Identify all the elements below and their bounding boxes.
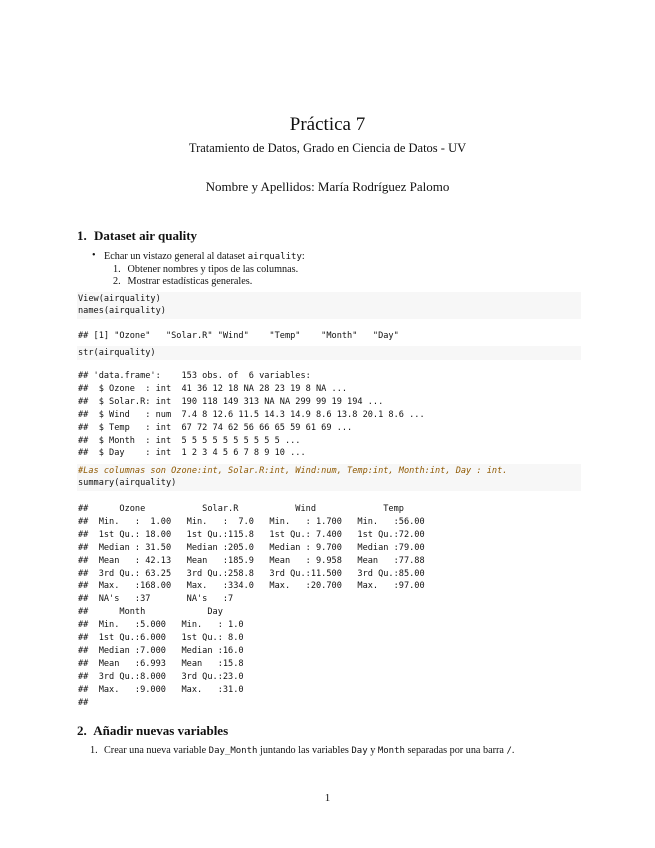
- output-str: ## 'data.frame': 153 obs. of 6 variables: ## $ Ozone : int 41 36 12 18 NA 28 23 19 8 NA ... ## $ Solar.R: int 190 118 149 313 NA NA 299 99 19 194 ... ## $ Wind : num 7.4 8 12.6 11.5 14.3 14.9 8.6 13.8 20.1 8.6 ... ## $ Temp : int 67 72 74 62 56 66 65 59 61 69 ... ## $ Month : int 5 5 5 5 5 5 5 5 5 5 ... ## $ Day : int 1 2 3 4 5 6 7 8 9 10 ...: [78, 371, 425, 459]
- sublist-item-text: Obtener nombres y tipos de las columnas.: [127, 263, 299, 275]
- code-block-view-names: View(airquality) names(airquality): [77, 292, 581, 319]
- sublist-item-text: Mostrar estadísticas generales.: [127, 276, 253, 287]
- section-1-bullet-list: [92, 251, 305, 289]
- item-text: y: [367, 745, 378, 756]
- section-2-title: Añadir nuevas variables: [93, 723, 229, 738]
- bullet-item: [92, 251, 305, 264]
- inline-code-slash: /: [506, 746, 512, 756]
- output-summary: ## Ozone Solar.R Wind Temp ## Min. : 1.00 Min. : 7.0 Min. : 1.700 Min. :56.00 ## 1st Qu.: 18.00 1st Qu.:115.8 1st Qu.: 7.400 1st Qu.:72.00 ## Median : 31.50 Median :205.0 Median : 9.700 Median :79.00 ## Mean : 42.13 Mean :185.9 Mean : 9.958 Mean :77.88 ## 3rd Qu.: 63.25 3rd Qu.:258.8 3rd Qu.:11.500 3rd Qu.:85.00 ## Max. :168.00 Max. :334.0 Max. :20.700 Max. :97.00 ## NA's :37 NA's :7 ## Month Day ## Min. :5.000 Min. : 1.0 ## 1st Qu.:6.000 1st Qu.: 8.0 ## Median :7.000 Median :16.0 ## Mean :6.993 Mean :15.8 ## 3rd Qu.:8.000 3rd Qu.:23.0 ## Max. :9.000 Max. :31.0 ##: [78, 504, 425, 708]
- code-comment: #Las columnas son Ozone:int, Solar.R:int, Wind:num, Temp:int, Month:int, Day : int.: [78, 466, 508, 476]
- page-number: 1: [324, 792, 331, 804]
- code-summary-call: summary(airquality): [78, 478, 177, 489]
- numbered-sublist: [92, 264, 305, 289]
- page-title: Práctica 7: [289, 114, 366, 135]
- item-text: separadas por una barra: [404, 745, 507, 756]
- inline-code-month: Month: [377, 746, 405, 756]
- item-number: 1.: [90, 745, 98, 756]
- section-1-number: 1.: [77, 228, 87, 243]
- sublist-item-number: 1.: [113, 263, 121, 275]
- sublist-item-1: [113, 264, 305, 277]
- page-subtitle: Tratamiento de Datos, Grado en Ciencia de Datos - UV: [188, 141, 467, 155]
- inline-code-day: Day: [351, 746, 368, 756]
- item-text: juntando las variables: [257, 745, 352, 756]
- author-line: Nombre y Apellidos: María Rodríguez Palomo: [205, 179, 450, 194]
- sublist-item-2: [113, 276, 305, 289]
- code-block-str: str(airquality): [77, 346, 581, 360]
- section-1-heading: [77, 228, 197, 244]
- section-1-title: Dataset air quality: [94, 228, 198, 243]
- bullet-text: Echar un vistazo general al dataset: [104, 251, 248, 262]
- item-text: Crear una nueva variable: [104, 745, 209, 756]
- sublist-item-number: 2.: [113, 276, 121, 287]
- inline-code-airquality: airquality: [247, 252, 302, 262]
- section-2-heading: [77, 723, 228, 739]
- output-names: ## [1] "Ozone" "Solar.R" "Wind" "Temp" "Month" "Day": [78, 331, 399, 341]
- item-text: .: [511, 745, 515, 756]
- bullet-suffix: :: [301, 251, 305, 262]
- section-2-item-1: [90, 745, 514, 756]
- inline-code-day-month: Day_Month: [208, 746, 258, 756]
- section-2-number: 2.: [77, 723, 87, 738]
- code-block-summary: [77, 464, 581, 491]
